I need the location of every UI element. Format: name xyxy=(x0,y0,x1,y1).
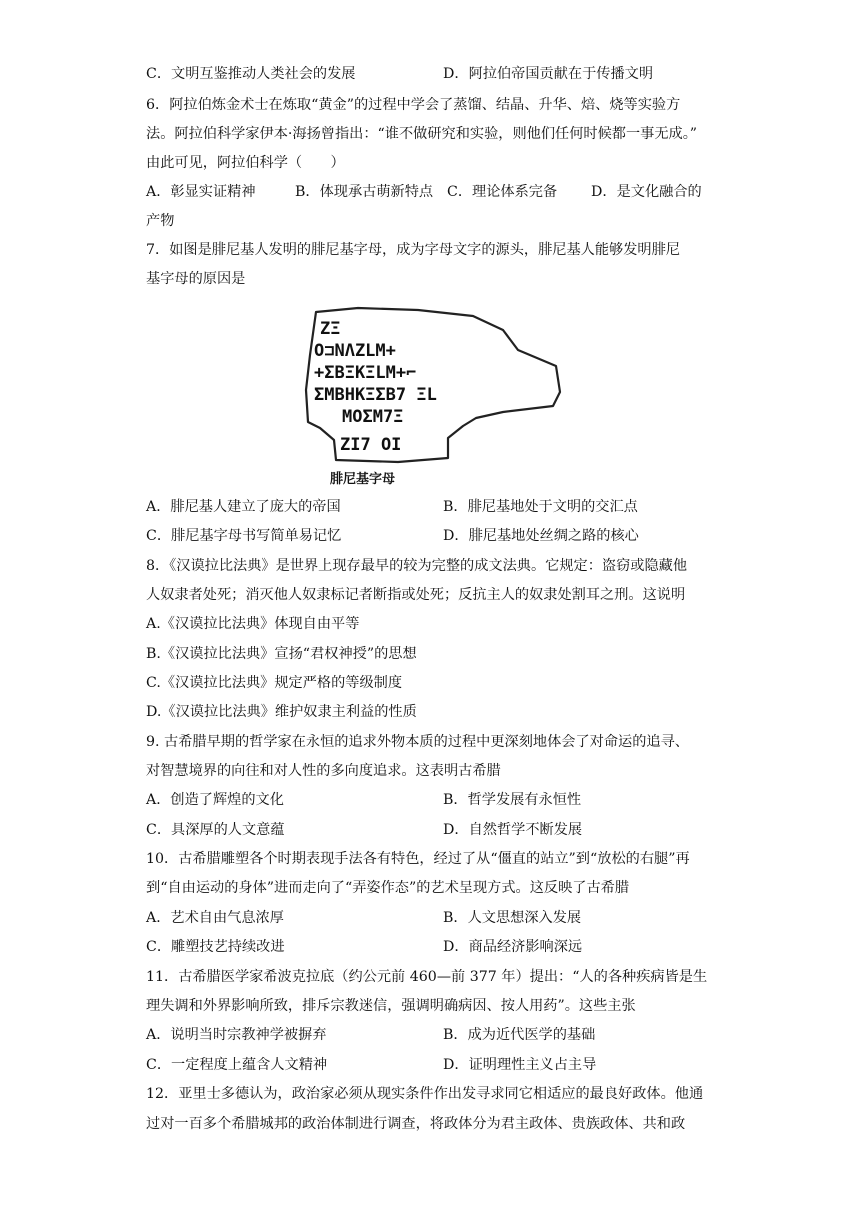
q9-stem-line-2: 对智慧境界的向往和对人性的多向度追求。这表明古希腊 xyxy=(146,763,501,779)
q6-option-c: C．理论体系完备 xyxy=(447,184,558,200)
q11-stem-line-1: 11．古希腊医学家希波克拉底（约公元前 460—前 377 年）提出：“人的各种疾病皆是生 xyxy=(146,969,708,985)
figure-caption: 腓尼基字母 xyxy=(330,472,396,487)
q7-option-c: C．腓尼基字母书写简单易记忆 xyxy=(146,528,342,544)
q9-option-b: B．哲学发展有永恒性 xyxy=(443,792,582,808)
q11-stem-line-2: 理失调和外界影响所致，排斥宗教迷信，强调明确病因、按人用药”。这些主张 xyxy=(146,998,636,1014)
q11-option-a: A．说明当时宗教神学被摒弃 xyxy=(146,1027,327,1043)
q8-option-d: D.《汉谟拉比法典》维护奴隶主利益的性质 xyxy=(146,704,417,720)
svg-text:ΖΙ7 OΙ: ΖΙ7 OΙ xyxy=(340,435,402,455)
q8-stem-line-2: 人奴隶者处死；消灭他人奴隶标记者断指或处死；反抗主人的奴隶处割耳之刑。这说明 xyxy=(146,587,686,603)
q9-option-c: C．具深厚的人文意蕴 xyxy=(146,822,285,838)
q10-option-b: B．人文思想深入发展 xyxy=(443,910,582,926)
q10-stem-line-1: 10．古希腊雕塑各个时期表现手法各有特色，经过了从“僵直的站立”到“放松的右腿”再 xyxy=(146,851,690,867)
q6-option-b: B．体现承古萌新特点 xyxy=(295,184,434,200)
q11-option-d: D．证明理性主义占主导 xyxy=(443,1057,597,1073)
q5-option-c: C．文明互鉴推动人类社会的发展 xyxy=(146,66,356,82)
q6-stem-line-1: 6．阿拉伯炼金术士在炼取“黄金”的过程中学会了蒸馏、结晶、升华、焙、烧等实验方 xyxy=(146,97,681,113)
q6-option-d-continued: 产物 xyxy=(146,213,175,229)
q11-option-b: B．成为近代医学的基础 xyxy=(443,1027,596,1043)
q5-option-d: D．阿拉伯帝国贡献在于传播文明 xyxy=(443,66,654,82)
q12-stem-line-2: 过对一百多个希腊城邦的政治体制进行调查，将政体分为君主政体、贵族政体、共和政 xyxy=(146,1116,686,1132)
svg-text:ΣΜΒΗΚΞΣΒ7 ΞL: ΣΜΒΗΚΞΣΒ7 ΞL xyxy=(314,385,437,405)
q6-option-d: D．是文化融合的 xyxy=(591,184,702,200)
q7-stem-line-2: 基字母的原因是 xyxy=(146,271,246,287)
q8-option-b: B.《汉谟拉比法典》宣扬“君权神授”的思想 xyxy=(146,646,417,662)
svg-text:ΖΞ: ΖΞ xyxy=(320,319,341,339)
q12-stem-line-1: 12．亚里士多德认为，政治家必须从现实条件作出发寻求同它相适应的最良好政体。他通 xyxy=(146,1086,704,1102)
q11-option-c: C．一定程度上蕴含人文精神 xyxy=(146,1057,328,1073)
q6-option-a: A．彰显实证精神 xyxy=(146,184,256,200)
q7-option-b: B．腓尼基地处于文明的交汇点 xyxy=(443,499,638,515)
svg-text:O⊐ΝΛΖLΜ+: O⊐ΝΛΖLΜ+ xyxy=(314,341,396,361)
q10-option-a: A．艺术自由气息浓厚 xyxy=(146,910,284,926)
q10-option-c: C．雕塑技艺持续改进 xyxy=(146,939,285,955)
q9-stem-line-1: 9. 古希腊早期的哲学家在永恒的追求外物本质的过程中更深刻地体会了对命运的追寻、 xyxy=(146,734,689,750)
phoenician-alphabet-tablet-image xyxy=(298,300,568,486)
q10-stem-line-2: 到“自由运动的身体”进而走向了“弄姿作态”的艺术呈现方式。这反映了古希腊 xyxy=(146,880,630,896)
q7-stem-line-1: 7．如图是腓尼基人发明的腓尼基字母，成为字母文字的源头，腓尼基人能够发明腓尼 xyxy=(146,242,680,258)
q7-option-d: D．腓尼基地处丝绸之路的核心 xyxy=(443,528,639,544)
q10-option-d: D．商品经济影响深远 xyxy=(443,939,583,955)
q7-option-a: A．腓尼基人建立了庞大的帝国 xyxy=(146,499,341,515)
q9-option-a: A．创造了辉煌的文化 xyxy=(146,792,284,808)
svg-text:+ΣΒΞΚΞLΜ+⌐: +ΣΒΞΚΞLΜ+⌐ xyxy=(314,363,417,383)
q6-stem-line-2: 法。阿拉伯科学家伊本·海扬曾指出：“谁不做研究和实验，则他们任何时候都一事无成。” xyxy=(146,126,698,142)
q6-stem-line-3: 由此可见，阿拉伯科学（ ） xyxy=(146,155,345,171)
q9-option-d: D．自然哲学不断发展 xyxy=(443,822,583,838)
q8-option-a: A.《汉谟拉比法典》体现自由平等 xyxy=(146,616,360,632)
q8-stem-line-1: 8．《汉谟拉比法典》是世界上现存最早的较为完整的成文法典。它规定：盗窃或隐藏他 xyxy=(146,558,688,574)
q8-option-c: C.《汉谟拉比法典》规定严格的等级制度 xyxy=(146,675,403,691)
svg-text:ΜOΣΜ7Ξ: ΜOΣΜ7Ξ xyxy=(342,407,404,427)
